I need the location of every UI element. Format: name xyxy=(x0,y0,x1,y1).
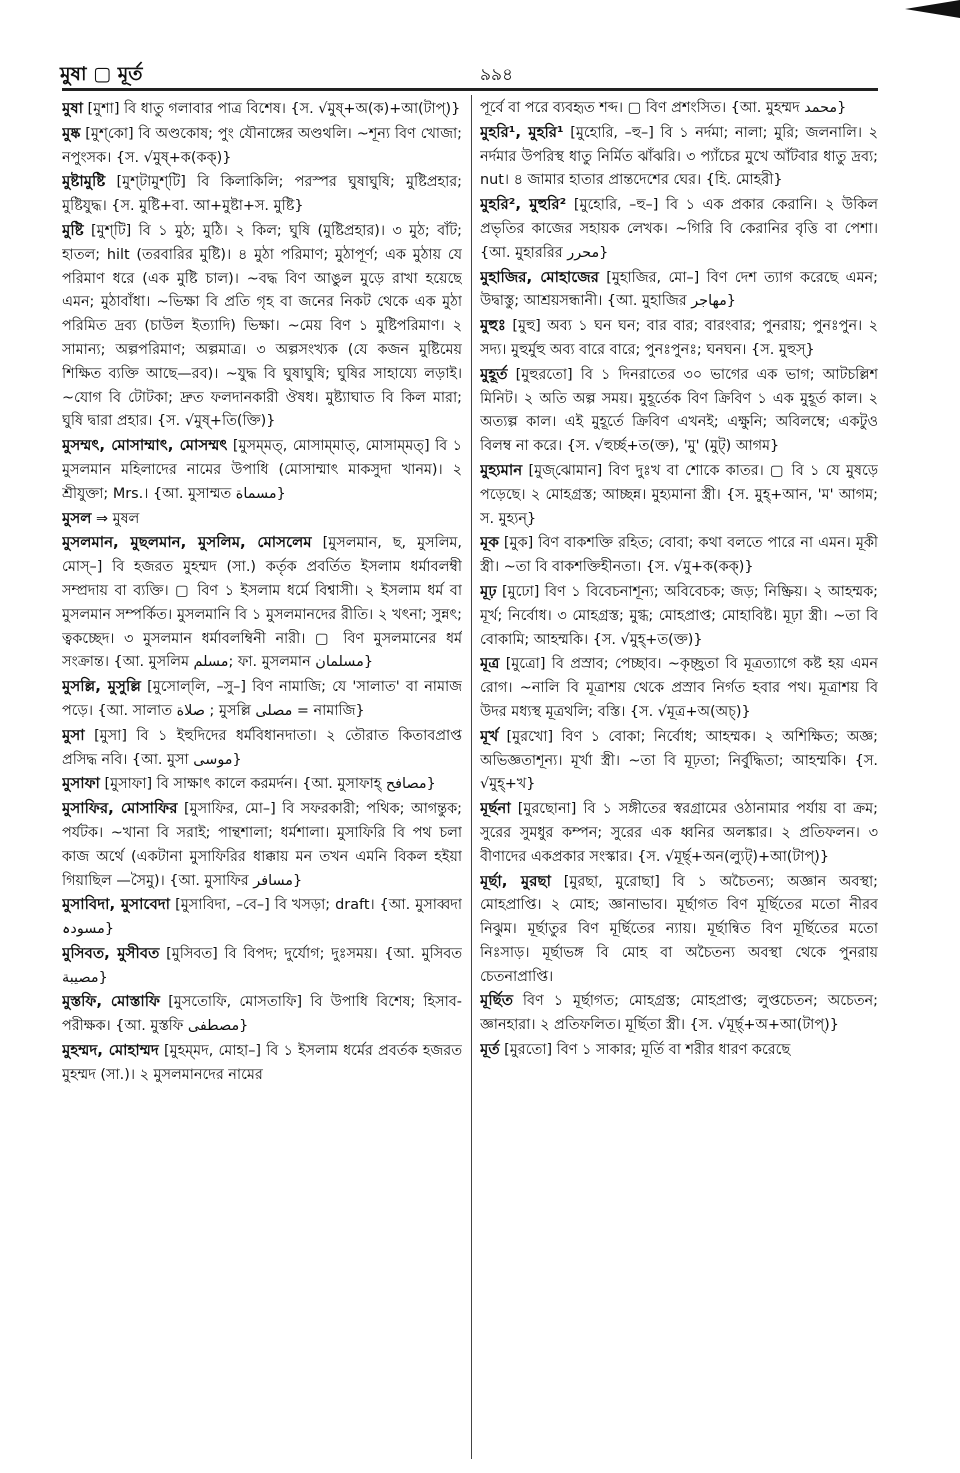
left-column xyxy=(62,97,462,1459)
dictionary-entry xyxy=(480,121,878,193)
entry-definition: [মুরতো] বিণ ১ সাকার; মূর্তি বা শরীর ধারণ করেছে xyxy=(504,1042,791,1059)
dictionary-entry xyxy=(480,870,878,990)
entry-definition: [মুসাবিদা, –বে–] বি খসড়া; draft। {আ. মুসাব্বদা مسودہ} xyxy=(62,897,462,938)
entry-definition: [মুত্রো] বি প্রস্রাব; পেচ্ছাব। ~কৃচ্ছ্রতা বি মূত্রত্যাগে কষ্ট হয় এমন রোগ। ~নালি বি মূত্রাশয় থেকে প্রস্রাব নির্গত হবার পথ। মূত্রাশয় বি উদর মধ্যস্থ মূত্রথলি; বস্তি। {স. √মূত্র+অ(অচ্)} xyxy=(480,656,878,720)
entry-headword: মুসল xyxy=(62,508,92,527)
dictionary-entry xyxy=(62,893,462,942)
entry-headword: মুসলমান, মুছলমান, মুসলিম, মোসলেম xyxy=(62,533,312,552)
entry-headword: মুহূর্ত xyxy=(480,364,508,383)
dictionary-entry xyxy=(480,1038,878,1063)
entry-definition: [মুসা] বি ১ ইহুদিদের ধর্মবিধানদাতা। ২ তৌরাত কিতাবপ্রাপ্ত প্রসিদ্ধ নবি। {আ. মুসা موسی} xyxy=(62,727,462,768)
dictionary-entry xyxy=(480,193,878,265)
dictionary-entry xyxy=(480,989,878,1038)
entry-headword: মুসাফির, মোসাফির xyxy=(62,799,178,818)
entry-headword: মুহুঃ xyxy=(480,316,506,335)
entry-definition: [মুসোল্‌লি, –সু–] বিণ নামাজি; যে 'সালাত' বা নামাজ পড়ে। {আ. সালাত صلاة ; মুসল্লি مصلی = নামাজি} xyxy=(62,679,462,719)
entry-definition: পূর্বে বা পরে ব্যবহৃত শব্দ। ▢ বিণ প্রশংসিত। {আ. মুহম্মদ محمد} xyxy=(480,100,847,116)
entry-headword: মুষ্টি xyxy=(62,220,84,239)
entry-definition: [মুহোরি, –হু–] বি ১ নর্দমা; নালা; মুরি; জলনালি। ২ নর্দমার উপরিস্থ ধাতু নির্মিত ঝাঁঝরি। ৩ প্যাঁচের মুখে আঁটবার ধাতু দ্রব্য; nut। ৪ জামার হাতার প্রান্তদেশের ঘের। {হি. মোহরী} xyxy=(480,124,878,189)
header-rule xyxy=(62,88,878,91)
entry-headword: মূর্ছিত xyxy=(480,991,513,1010)
dictionary-entry xyxy=(480,363,878,459)
dictionary-entry xyxy=(62,507,462,532)
entry-headword: মূর্ছা, মুরছা xyxy=(480,871,551,890)
entry-definition: [মুশ্‌কো] বি অণ্ডকোষ; পুং যৌনাঙ্গের অণ্ডথলি। ~শূন্য বিণ খোজা; নপুংসক। {স. √মুষ্+ক(কক্)} xyxy=(62,125,462,166)
entry-definition: বিণ ১ মূর্ছাগত; মোহগ্রস্ত; মোহপ্রাপ্ত; লুপ্তচেতন; অচেতন; জ্ঞানহারা। ২ প্রতিফলিত। মূর্ছিতা স্ত্রী। {স. √মূর্ছ্+অ+আ(টাপ্)} xyxy=(480,993,878,1034)
dictionary-entry xyxy=(480,652,878,724)
entry-definition: [মুশ্‌টামুশ্‌টি] বি কিলাকিলি; পরস্পর ঘুষাঘুষি; মুষ্টিপ্রহার; মুষ্টিযুদ্ধ। {স. মুষ্টি+বা. আ+মুষ্টা+স. মুষ্টি} xyxy=(62,174,462,215)
entry-definition: [মুহোরি, –হু–] বি ১ এক প্রকার কেরানি। ২ উকিল প্রভৃতির কাজের সহায়ক লেখক। ~গিরি বি কেরানির বৃত্তি বা পেশা। {আ. মুহাররির محرر} xyxy=(480,197,878,261)
dictionary-entry xyxy=(480,797,878,869)
entry-definition: [মুসতোফি, মোসতাফি] বি উপাধি বিশেষ; হিসাব-পরীক্ষক। {আ. মুস্তফি مصطفى} xyxy=(62,994,462,1035)
entry-headword: মুসিবত, মুসীবত xyxy=(62,943,160,962)
entry-headword: মুহরি², মুহুরি² xyxy=(480,195,567,214)
page-number: ৯৯৪ xyxy=(480,65,514,85)
entry-definition: [মুশ্‌টি] বি ১ মুঠ; মুঠি। ২ কিল; ঘুষি (মুষ্টিপ্রহার)। ৩ মুঠ; বাঁট; হাতল; hilt (তরবারির মুষ্টি)। ৪ মুঠা পরিমাণ; মুঠাপূর্ণ; এক মুঠায় যে পরিমাণ ধরে (এক মুষ্টি চাল)। ~বদ্ধ বিণ আঙুল মুড়ে রাখা হয়েছে এমন; মুঠাবাঁধা। ~ভিক্ষা বি প্রতি গৃহ বা জনের নিকট থেকে এক মুঠা পরিমিত দ্রব্য (চাউল ইত্যাদি) ভিক্ষা। ~মেয় বিণ ১ মুষ্টিপরিমাণ। ২ সামান্য; অল্পপরিমাণ; অল্পমাত্র। ৩ অল্পসংখ্যক (যে কজন মুষ্টিমেয় শিক্ষিত ব্যক্তি আছে—রব)। ~যুদ্ধ বি ঘুষাঘুষি; ঘুষির সাহায্যে লড়াই। ~যোগ বি টোটকা; দ্রুত ফলদানকারী ঔষধ। মুষ্ট্যাঘাত বি কিল মারা; ঘুষি দ্বারা প্রহার। {স. √মুষ্+তি(ক্তি)} xyxy=(62,222,462,430)
entry-headword: মুসাবিদা, মুসাবেদা xyxy=(62,895,171,914)
dictionary-entry xyxy=(62,942,462,991)
entry-definition: [মুসাফির, মো–] বি সফরকারী; পথিক; আগন্তুক; পর্যটক। ~খানা বি সরাই; পান্থশালা; ধর্মশালা। মুসাফিরি বি পথ চলা কাজ অর্থে (একটানা মুসাফিরির ধাক্কায় মন তখন এমনি বিকল হইয়া গিয়াছিল —সৈমু)। {আ. মুসাফির مسافر} xyxy=(62,801,462,889)
dictionary-entry xyxy=(480,266,878,315)
entry-headword: মুসাফা xyxy=(62,774,100,793)
page-edge-mark xyxy=(905,0,960,18)
entry-definition: [মুশা] বি ধাতু গলাবার পাত্র বিশেষ। {স. √মুষ্+অ(ক)+আ(টাপ্)} xyxy=(87,101,461,117)
entry-definition: [মুরছোনা] বি ১ সঙ্গীতের স্বরগ্রামের ওঠানামার পর্যায় বা ক্রম; সুরের সুমধুর কম্পন; সুরের এক ধ্বনির অলঙ্কার। ২ প্রতিফলন। ৩ বীণাদের একপ্রকার সংস্কার। {স. √মূর্ছ্+অন(ল্যুট্)+আ(টাপ্)} xyxy=(480,801,878,865)
dictionary-entry xyxy=(480,459,878,531)
dictionary-entry xyxy=(62,219,462,434)
entry-headword: মূক xyxy=(480,533,499,552)
entry-definition: [মুসম্‌মত্‌, মোসাম্‌মাত্‌, মোসাম্‌মত্‌] বি ১ মুসলমান মহিলাদের নামের উপাধি (মোসাম্মাৎ মাকসুদা খানম)। ২ শ্রীযুক্তা; Mrs.। {আ. মুসাম্মত مسماة} xyxy=(62,438,462,502)
right-column xyxy=(480,97,878,1459)
entry-definition: [মুরখো] বিণ ১ বোকা; নির্বোধ; আহম্মক। ২ অশিক্ষিত; অজ্ঞ; অভিজ্ঞতাশূন্য। মূর্খা স্ত্রী। ~তা বি মূঢ়তা; নির্বুদ্ধিতা; আহম্মকি। {স. √মুহ্+খ} xyxy=(480,728,878,793)
dictionary-entry xyxy=(62,724,462,773)
entry-definition: ⇒ মুষল xyxy=(96,510,140,527)
entry-headword: মুস্তফি, মোস্তাফি xyxy=(62,992,161,1011)
dictionary-entry xyxy=(480,97,878,121)
entry-headword: মুহম্মদ, মোহাম্মদ xyxy=(62,1041,159,1060)
entry-headword: মূঢ় xyxy=(480,581,497,600)
dictionary-entry xyxy=(62,434,462,506)
entry-headword: মূর্ছনা xyxy=(480,799,511,818)
dictionary-entry xyxy=(62,990,462,1039)
page-header xyxy=(60,58,880,92)
entry-headword: মুহ্যমান xyxy=(480,460,523,479)
entry-definition: [মুহম্‌মদ, মোহা–] বি ১ ইসলাম ধর্মের প্রবর্তক হজরত মুহম্মদ (সা.)। ২ মুসলমানদের নামের xyxy=(62,1043,462,1083)
entry-definition: [মুক] বিণ বাকশক্তি রহিত; বোবা; কথা বলতে পারে না এমন। মূকী স্ত্রী। ~তা বি বাকশক্তিহীনতা। {স. √মু+ক(কক্)} xyxy=(480,535,878,576)
dictionary-entry xyxy=(480,725,878,797)
dictionary-entry xyxy=(62,797,462,893)
entry-headword: মূর্ত xyxy=(480,1040,500,1059)
dictionary-entry xyxy=(480,531,878,580)
entry-definition: [মুঢো] বিণ ১ বিবেচনাশূন্য; অবিবেচক; জড়; নিষ্ক্রিয়। ২ আহম্মক; মূর্খ; নির্বোধ। ৩ মোহগ্রস্ত; মুগ্ধ; মোহপ্রাপ্ত; মোহাবিষ্ট। মূঢ়া স্ত্রী। ~তা বি বোকামি; আহম্মকি। {স. √মুহ্+ত(ক্ত)} xyxy=(480,583,878,648)
dictionary-entry xyxy=(62,1039,462,1088)
dictionary-entry xyxy=(480,580,878,652)
dictionary-entry xyxy=(62,170,462,219)
entry-headword: মুষ্টামুষ্টি xyxy=(62,172,106,191)
entry-headword: মুহাজির, মোহাজের xyxy=(480,267,599,286)
entry-definition: [মুসিবত] বি বিপদ; দুর্যোগ; দুঃসময়। {আ. মুসিবত مصیبة} xyxy=(62,945,462,986)
dictionary-entry xyxy=(62,97,462,122)
entry-headword: মুহরি¹, মুহরি¹ xyxy=(480,122,564,141)
entry-headword: মুষা xyxy=(62,99,83,117)
entry-definition: [মুজ্‌ঝোমান] বিণ দুঃখ বা শোকে কাতর। ▢ বি ১ যে মুষড়ে পড়েছে। ২ মোহগ্রস্ত; আচ্ছন্ন। মুহ্যমানা স্ত্রী। {স. মুহ্+আন, 'ম' আগম; স. মুহ্যন্} xyxy=(480,462,878,527)
entry-definition: [মুসাফা] বি সাক্ষাৎ কালে করমর্দন। {আ. মুসাফাহ্‌ مصافح} xyxy=(104,776,436,793)
dictionary-entry xyxy=(62,772,462,797)
column-divider xyxy=(471,95,472,1459)
entry-definition: [মুহাজির, মো–] বিণ দেশ ত্যাগ করেছে এমন; উদ্বাস্তু; আশ্রয়সন্ধানী। {আ. মুহাজির مهاجر} xyxy=(480,269,878,310)
entry-definition: [মুহুরতো] বি ১ দিনরাতের ৩০ ভাগের এক ভাগ; আটচল্লিশ মিনিট। ২ অতি অল্প সময়। মুহূর্তেক বিণ ক্রিবিণ ১ এক মুহূর্ত কাল। ২ অত্যল্প কাল। এই মুহূর্তে ক্রিবিণ এখনই; এক্ষুনি; অবিলম্বে; একটুও বিলম্ব না করে। {স. √হুর্চ্ছ+ত(ক্ত), 'মু' (মুট্) আগম} xyxy=(480,366,878,455)
guide-words: মুষা ▢ মূর্ত xyxy=(60,63,143,85)
dictionary-entry xyxy=(62,531,462,675)
entry-headword: মুসল্লি, মুসুল্লি xyxy=(62,677,141,696)
dictionary-entry xyxy=(480,314,878,363)
entry-headword: মুষ্ক xyxy=(62,123,81,142)
entry-headword: মূত্র xyxy=(480,654,500,673)
entry-definition: [মুহু] অব্য ১ ঘন ঘন; বার বার; বারংবার; পুনরায়; পুনঃপুন। ২ সদ্য। মুহুর্মুহু অব্য বারে বারে; পুনঃপুনঃ; ঘনঘন। {স. মুহুস্} xyxy=(480,318,878,358)
entry-headword: মুসা xyxy=(62,725,85,744)
entry-headword: মূর্খ xyxy=(480,726,499,745)
entry-definition: [মুরছা, মুরোছা] বি ১ অচৈতন্য; অজ্ঞান অবস্থা; মোহপ্রাপ্তি। ২ মোহ; জ্ঞানাভাব। মূর্ছাগত বিণ মূর্ছিতের মতো নীরব নিঝুম। মূর্ছাতুর বিণ মূর্ছিতের ন্যায়। মূর্ছান্বিত বিণ মূর্ছিতের মতো নিঃসাড়। মূর্ছাভঙ্গ বি মোহ বা অচৈতন্য অবস্থা থেকে পুনরায় চেতনাপ্রাপ্তি। xyxy=(480,873,878,985)
dictionary-entry xyxy=(62,675,462,724)
entry-definition: [মুসলমান, ছ, মুসলিম, মোস্‌–] বি হজরত মুহম্মদ (সা.) কর্তৃক প্রবর্তিত ইসলাম ধর্মাবলম্বী সম্প্রদায় বা ব্যক্তি। ▢ বিণ ১ ইসলাম ধর্মে বিশ্বাসী। ২ ইসলাম ধর্ম বা মুসলমান সম্পর্কিত। মুসলমানি বি ১ মুসলমানদের রীতি। ২ খৎনা; সুন্নৎ; ত্বকচ্ছেদ। ৩ মুসলমান ধর্মাবলম্বিনী নারী। ▢ বিণ মুসলমানের ধর্ম সংক্রান্ত। {আ. মুসলিম مسلم; ফা. মুসলমান مسلمان} xyxy=(62,535,462,671)
dictionary-entry xyxy=(62,122,462,171)
entry-headword: মুসম্মৎ, মোসাম্মাৎ, মোসম্মৎ xyxy=(62,436,228,455)
